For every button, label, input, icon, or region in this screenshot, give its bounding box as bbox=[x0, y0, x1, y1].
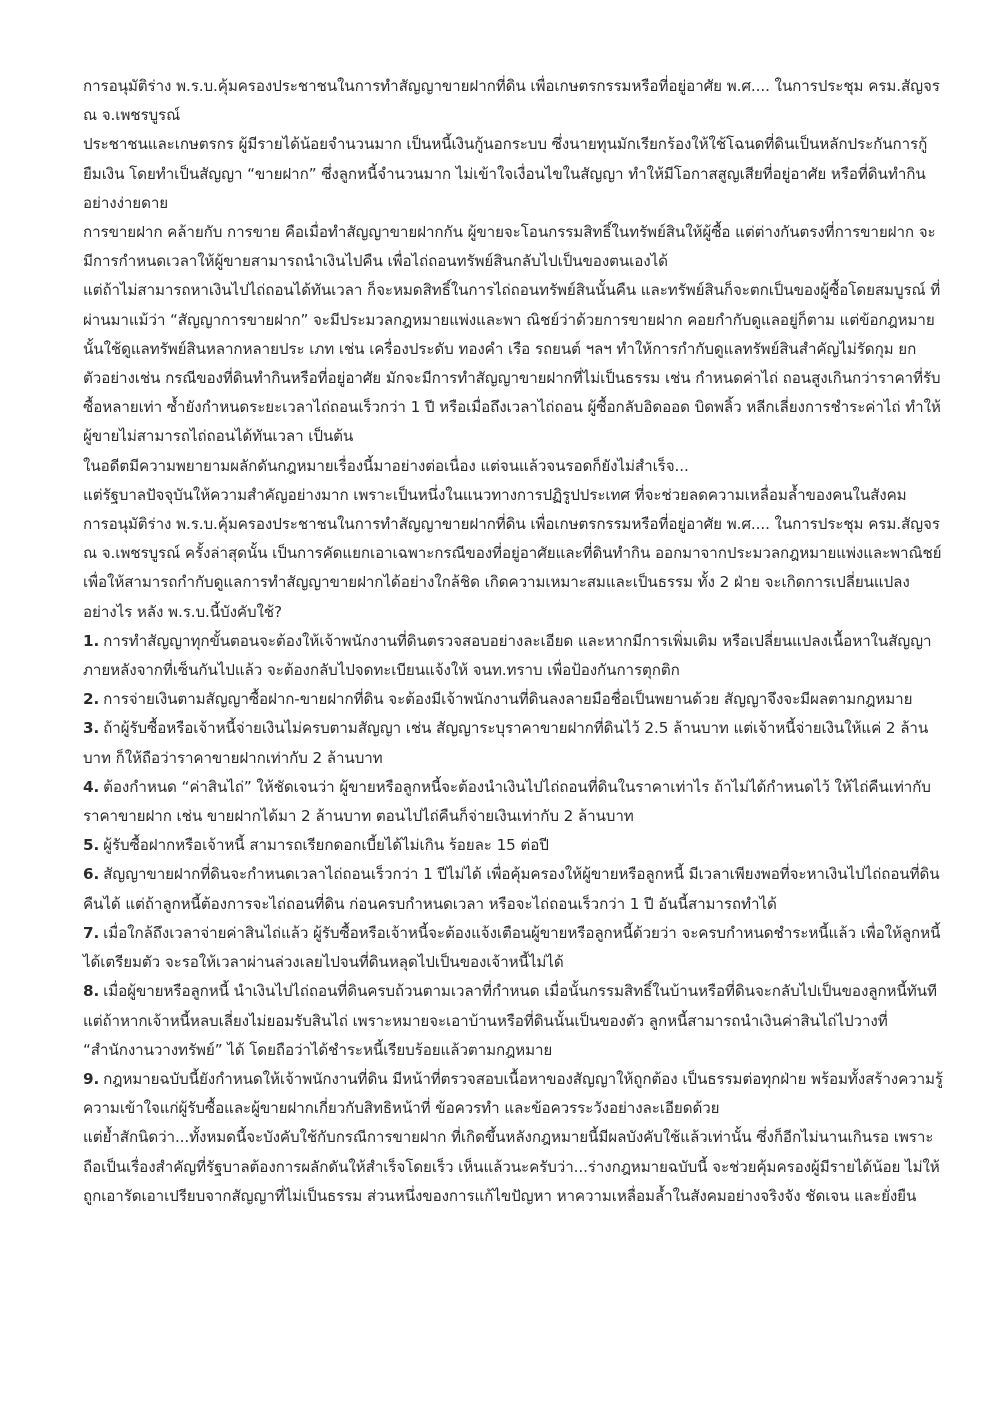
list-item-number: 1. bbox=[83, 631, 100, 650]
intro-paragraph-6: แต่รัฐบาลปัจจุบันให้ความสำคัญอย่างมาก เพราะเป็นหนึ่งในแนวทางการปฏิรูปประเทศ ที่จะช่วยลดความเหลื่อมล้ำของคนในสังคม bbox=[83, 485, 907, 504]
list-item-text: สัญญาขายฝากที่ดินจะกำหนดเวลาไถ่ถอนเร็วกว่า 1 ปีไม่ได้ เพื่อคุ้มครองให้ผู้ขายหรือลูกหนี้ มีเวลาเพียงพอที่จะหาเงินไปไถ่ถอนที่ดินคืนได้ แต่ถ้าลูกหนี้ต้องการจะไถ่ถอนที่ดิน ก่อนครบกำหนดเวลา หรือจะไถ่ถอนเร็วกว่า 1 ปี อันนี้สามารถทำได้ bbox=[83, 865, 940, 913]
list-item-text: การจ่ายเงินตามสัญญาซื้อฝาก-ขายฝากที่ดิน จะต้องมีเจ้าพนักงานที่ดินลงลายมือชื่อเป็นพยานด้วย สัญญาจึงจะมีผลตามกฎหมาย bbox=[103, 690, 913, 709]
intro-paragraph-1: การอนุมัติร่าง พ.ร.บ.คุ้มครองประชาชนในการทำสัญญาขายฝากที่ดิน เพื่อเกษตรกรรมหรือที่อยู่อาศัย พ.ศ.... ในการประชุม ครม.สัญจร ณ จ.เพชรบูรณ์ bbox=[83, 77, 940, 125]
intro-paragraph-5: ในอดีตมีความพยายามผลักดันกฎหมายเรื่องนี้มาอย่างต่อเนื่อง แต่จนแล้วจนรอดก็ยังไม่สำเร็จ... bbox=[83, 456, 689, 475]
list-item-number: 5. bbox=[83, 836, 100, 855]
list-item-number: 6. bbox=[83, 865, 100, 884]
list-item-text: ผู้รับซื้อฝากหรือเจ้าหนี้ สามารถเรียกดอกเบี้ยได้ไม่เกิน ร้อยละ 15 ต่อปี bbox=[103, 836, 549, 855]
list-item-text: ต้องกำหนด “ค่าสินไถ่” ให้ชัดเจนว่า ผู้ขายหรือลูกหนี้จะต้องนำเงินไปไถ่ถอนที่ดินในราคาเท่าไร ถ้าไม่ได้กำหนดไว้ ให้ไถ่คืนเท่ากับราคาขายฝาก เช่น ขายฝากได้มา 2 ล้านบาท ตอนไปไถ่คืนก็จ่ายเงินเท่ากับ 2 ล้านบาท bbox=[83, 777, 931, 826]
list-item-number: 3. bbox=[83, 719, 100, 738]
list-item bbox=[83, 831, 943, 860]
list-item bbox=[83, 714, 943, 772]
list-item bbox=[83, 627, 943, 685]
list-item-text: เมื่อใกล้ถึงเวลาจ่ายค่าสินไถ่แล้ว ผู้รับซื้อหรือเจ้าหนี้จะต้องแจ้งเตือนผู้ขายหรือลูกหนี้ด้วยว่า จะครบกำหนดชำระหนี้แล้ว เพื่อให้ลูกหนี้ได้เตรียมตัว จะรอให้เวลาผ่านล่วงเลยไปจนที่ดินหลุดไปเป็นของเจ้าหนี้ไม่ได้ bbox=[83, 923, 941, 972]
list-item-number: 4. bbox=[83, 777, 100, 796]
list-item-text: การทำสัญญาทุกขั้นตอนจะต้องให้เจ้าพนักงานที่ดินตรวจสอบอย่างละเอียด และหากมีการเพิ่มเติม หรือเปลี่ยนแปลงเนื้อหาในสัญญาภายหลังจากที่เซ็นกันไปแล้ว จะต้องกลับไปจดทะเบียนแจ้งให้ จนท.ทราบ เพื่อป้องกันการตุกติก bbox=[83, 631, 932, 680]
intro-paragraph-7: การอนุมัติร่าง พ.ร.บ.คุ้มครองประชาชนในการทำสัญญาขายฝากที่ดิน เพื่อเกษตรกรรมหรือที่อยู่อาศัย พ.ศ.... ในการประชุม ครม.สัญจร ณ จ.เพชรบูรณ์ ครั้งล่าสุดนั้น เป็นการคัดแยกเอาเฉพาะกรณีของที่อยู่อาศัยและที่ดินทำกิน ออกมาจากประมวลกฎหมายแพ่งและพาณิชย์ เพื่อให้สามารถกำกับดูแลการทำสัญญาขายฝากได้อย่างใกล้ชิด เกิดความเหมาะสมและเป็นธรรม ทั้ง 2 ฝ่าย จะเกิดการเปลี่ยนแปลงอย่างไร หลัง พ.ร.บ.นี้บังคับใช้? bbox=[83, 515, 942, 621]
list-item-number: 7. bbox=[83, 923, 100, 942]
list-item bbox=[83, 919, 943, 977]
list-item bbox=[83, 860, 943, 918]
list-item bbox=[83, 685, 943, 714]
list-item bbox=[83, 977, 943, 1065]
list-item-number: 2. bbox=[83, 690, 100, 709]
list-item-number: 8. bbox=[83, 982, 100, 1001]
intro-paragraph-2: ประชาชนและเกษตรกร ผู้มีรายได้น้อยจำนวนมาก เป็นหนี้เงินกู้นอกระบบ ซึ่งนายทุนมักเรียกร้องให้ใช้โฉนดที่ดินเป็นหลักประกันการกู้ยืมเงิน โดยทำเป็นสัญญา “ขายฝาก” ซึ่งลูกหนี้จำนวนมาก ไม่เข้าใจเงื่อนไขในสัญญา ทำให้มีโอกาสสูญเสียที่อยู่อาศัย หรือที่ดินทำกินอย่างง่ายดาย bbox=[83, 135, 928, 212]
list-item-text: กฎหมายฉบับนี้ยังกำหนดให้เจ้าพนักงานที่ดิน มีหน้าที่ตรวจสอบเนื้อหาของสัญญาให้ถูกต้อง เป็นธรรมต่อทุกฝ่าย พร้อมทั้งสร้างความรู้ความเข้าใจแก่ผู้รับซื้อและผู้ขายฝากเกี่ยวกับสิทธิหน้าที่ ข้อควรทำ และข้อควรระวังอย่างละเอียดด้วย bbox=[83, 1069, 943, 1118]
list-item bbox=[83, 773, 943, 831]
list-item-text: ถ้าผู้รับซื้อหรือเจ้าหนี้จ่ายเงินไม่ครบตามสัญญา เช่น สัญญาระบุราคาขายฝากที่ดินไว้ 2.5 ล้านบาท แต่เจ้าหนี้จ่ายเงินให้แค่ 2 ล้านบาท ก็ให้ถือว่าราคาขายฝากเท่ากับ 2 ล้านบาท bbox=[83, 719, 929, 767]
list-item-number: 9. bbox=[83, 1069, 100, 1088]
intro-paragraph-3: การขายฝาก คล้ายกับ การขาย คือเมื่อทำสัญญาขายฝากกัน ผู้ขายจะโอนกรรมสิทธิ์ในทรัพย์สินให้ผู้ซื้อ แต่ต่างกันตรงที่การขายฝาก จะมีการกำหนดเวลาให้ผู้ขายสามารถนำเงินไปคืน เพื่อไถ่ถอนทรัพย์สินกลับไปเป็นของตนเองได้ bbox=[83, 223, 936, 271]
article-body bbox=[83, 72, 943, 1211]
list-item-text: เมื่อผู้ขายหรือลูกหนี้ นำเงินไปไถ่ถอนที่ดินครบถ้วนตามเวลาที่กำหนด เมื่อนั้นกรรมสิทธิ์ในบ้านหรือที่ดินจะกลับไปเป็นของลูกหนี้ทันที แต่ถ้าหากเจ้าหนี้หลบเลี่ยงไม่ยอมรับสินไถ่ เพราะหมายจะเอาบ้านหรือที่ดินนั้นเป็นของตัว ลูกหนี้สามารถนำเงินค่าสินไถ่ไปวางที่ “สำนักงานวางทรัพย์” ได้ โดยถือว่าได้ชำระหนี้เรียบร้อยแล้วตามกฎหมาย bbox=[83, 982, 937, 1059]
intro-paragraph-4: แต่ถ้าไม่สามารถหาเงินไปไถ่ถอนได้ทันเวลา ก็จะหมดสิทธิ์ในการไถ่ถอนทรัพย์สินนั้นคืน และทรัพย์สินก็จะตกเป็นของผู้ซื้อโดยสมบูรณ์ ที่ผ่านมาแม้ว่า “สัญญาการขายฝาก” จะมีประมวลกฎหมายแพ่งและพา ณิชย์ว่าด้วยการขายฝาก คอยกำกับดูแลอยู่ก็ตาม แต่ข้อกฎหมายนั้นใช้ดูแลทรัพย์สินหลากหลายประ เภท เช่น เครื่องประดับ ทองคำ เรือ รถยนต์ ฯลฯ ทำให้การกำกับดูแลทรัพย์สินสำคัญไม่รัดกุม ยกตัวอย่างเช่น กรณีของที่ดินทำกินหรือที่อยู่อาศัย มักจะมีการทำสัญญาขายฝากที่ไม่เป็นธรรม เช่น กำหนดค่าไถ่ ถอนสูงเกินกว่าราคาที่รับซื้อหลายเท่า ซ้ำยังกำหนดระยะเวลาไถ่ถอนเร็วกว่า 1 ปี หรือเมื่อถึงเวลาไถ่ถอน ผู้ซื้อกลับอิดออด บิดพลิ้ว หลีกเลี่ยงการชำระค่าไถ่ ทำให้ผู้ขายไม่สามารถไถ่ถอนได้ทันเวลา เป็นต้น bbox=[83, 281, 941, 446]
closing-paragraph: แต่ย้ำสักนิดว่า...ทั้งหมดนี้จะบังคับใช้กับกรณีการขายฝาก ที่เกิดขึ้นหลังกฎหมายนี้มีผลบังคับใช้แล้วเท่านั้น ซึ่งก็อีกไม่นานเกินรอ เพราะถือเป็นเรื่องสำคัญที่รัฐบาลต้องการผลักดันให้สำเร็จโดยเร็ว เห็นแล้วนะครับว่า...ร่างกฎหมายฉบับนี้ จะช่วยคุ้มครองผู้มีรายได้น้อย ไม่ให้ถูกเอารัดเอาเปรียบจากสัญญาที่ไม่เป็นธรรม ส่วนหนึ่งของการแก้ไขปัญหา หาความเหลื่อมล้ำในสังคมอย่างจริงจัง ชัดเจน และยั่งยืน bbox=[83, 1128, 940, 1205]
list-item bbox=[83, 1065, 943, 1123]
